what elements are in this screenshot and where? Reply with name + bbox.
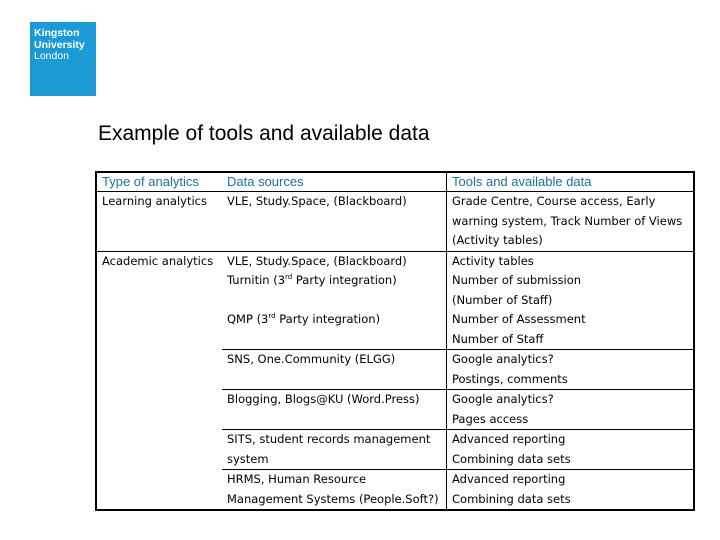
header-data-sources: Data sources [222, 172, 447, 192]
tools-line: Number of submission [452, 273, 582, 287]
tools-line: Google analytics? [452, 352, 554, 366]
cell-source-learning: VLE, Study.Space, (Blackboard) [227, 194, 407, 208]
cell-tools-qmp [447, 310, 695, 350]
cell-tools-hrms [447, 470, 695, 511]
cell-type-learning: Learning analytics [102, 194, 207, 208]
table-row-learning [96, 192, 694, 252]
cell-tools-sits [447, 430, 695, 470]
tools-line: Pages access [452, 411, 529, 426]
cell-tools-blogging [447, 390, 695, 430]
tools-data-table [95, 171, 695, 511]
tools-line: Activity tables [452, 253, 534, 268]
tools-line: Advanced reporting [452, 472, 566, 486]
tools-line: (Activity tables) [452, 233, 543, 247]
table-row-sits [96, 430, 694, 470]
table-header-row [96, 172, 694, 192]
logo-line-university: University [34, 38, 85, 51]
cell-source-sits [222, 430, 447, 470]
table-row-hrms [96, 470, 694, 511]
tools-line: Combining data sets [452, 451, 571, 466]
cell-type-academic: Academic analytics [96, 251, 222, 350]
source-line: system [227, 451, 269, 466]
cell-source-qmp: QMP (3rd Party integration) [227, 312, 381, 326]
header-tools-available-data: Tools and available data [447, 172, 695, 192]
header-type-of-analytics: Type of analytics [96, 172, 222, 192]
table-row-sns [96, 350, 694, 390]
tools-line: Advanced reporting [452, 432, 566, 446]
tools-line: Postings, comments [452, 371, 568, 386]
slide-title: Example of tools and available data [98, 122, 430, 145]
source-line: HRMS, Human Resource [227, 472, 367, 486]
table-row-blogging [96, 390, 694, 430]
source-line: Management Systems (People.Soft?) [227, 491, 439, 506]
source-vle: VLE, Study.Space, (Blackboard) [227, 253, 407, 268]
source-turnitin: Turnitin (3rd Party integration) [227, 273, 397, 287]
cell-source-vle-turnitin [222, 251, 447, 310]
cell-tools-sns [447, 350, 695, 390]
cell-tools-vle-turnitin [447, 251, 695, 310]
tools-line: Grade Centre, Course access, Early [452, 194, 656, 208]
tools-line: Combining data sets [452, 491, 571, 506]
logo-line-kingston: Kingston [34, 27, 80, 39]
cell-tools-learning [447, 192, 695, 252]
source-line: SITS, student records management [227, 432, 431, 446]
kingston-university-logo [30, 22, 96, 96]
tools-line: warning system, Track Number of Views [452, 213, 683, 228]
cell-source-sns: SNS, One.Community (ELGG) [222, 350, 447, 390]
tools-line: Number of Assessment [452, 312, 586, 326]
table-row-academic-vle [96, 251, 694, 310]
tools-line: Number of Staff [452, 331, 544, 346]
tools-line: (Number of Staff) [452, 292, 553, 307]
cell-source-blogging: Blogging, Blogs@KU (Word.Press) [222, 390, 447, 430]
cell-source-hrms [222, 470, 447, 511]
logo-line-london: London [34, 50, 70, 62]
tools-line: Google analytics? [452, 392, 554, 406]
